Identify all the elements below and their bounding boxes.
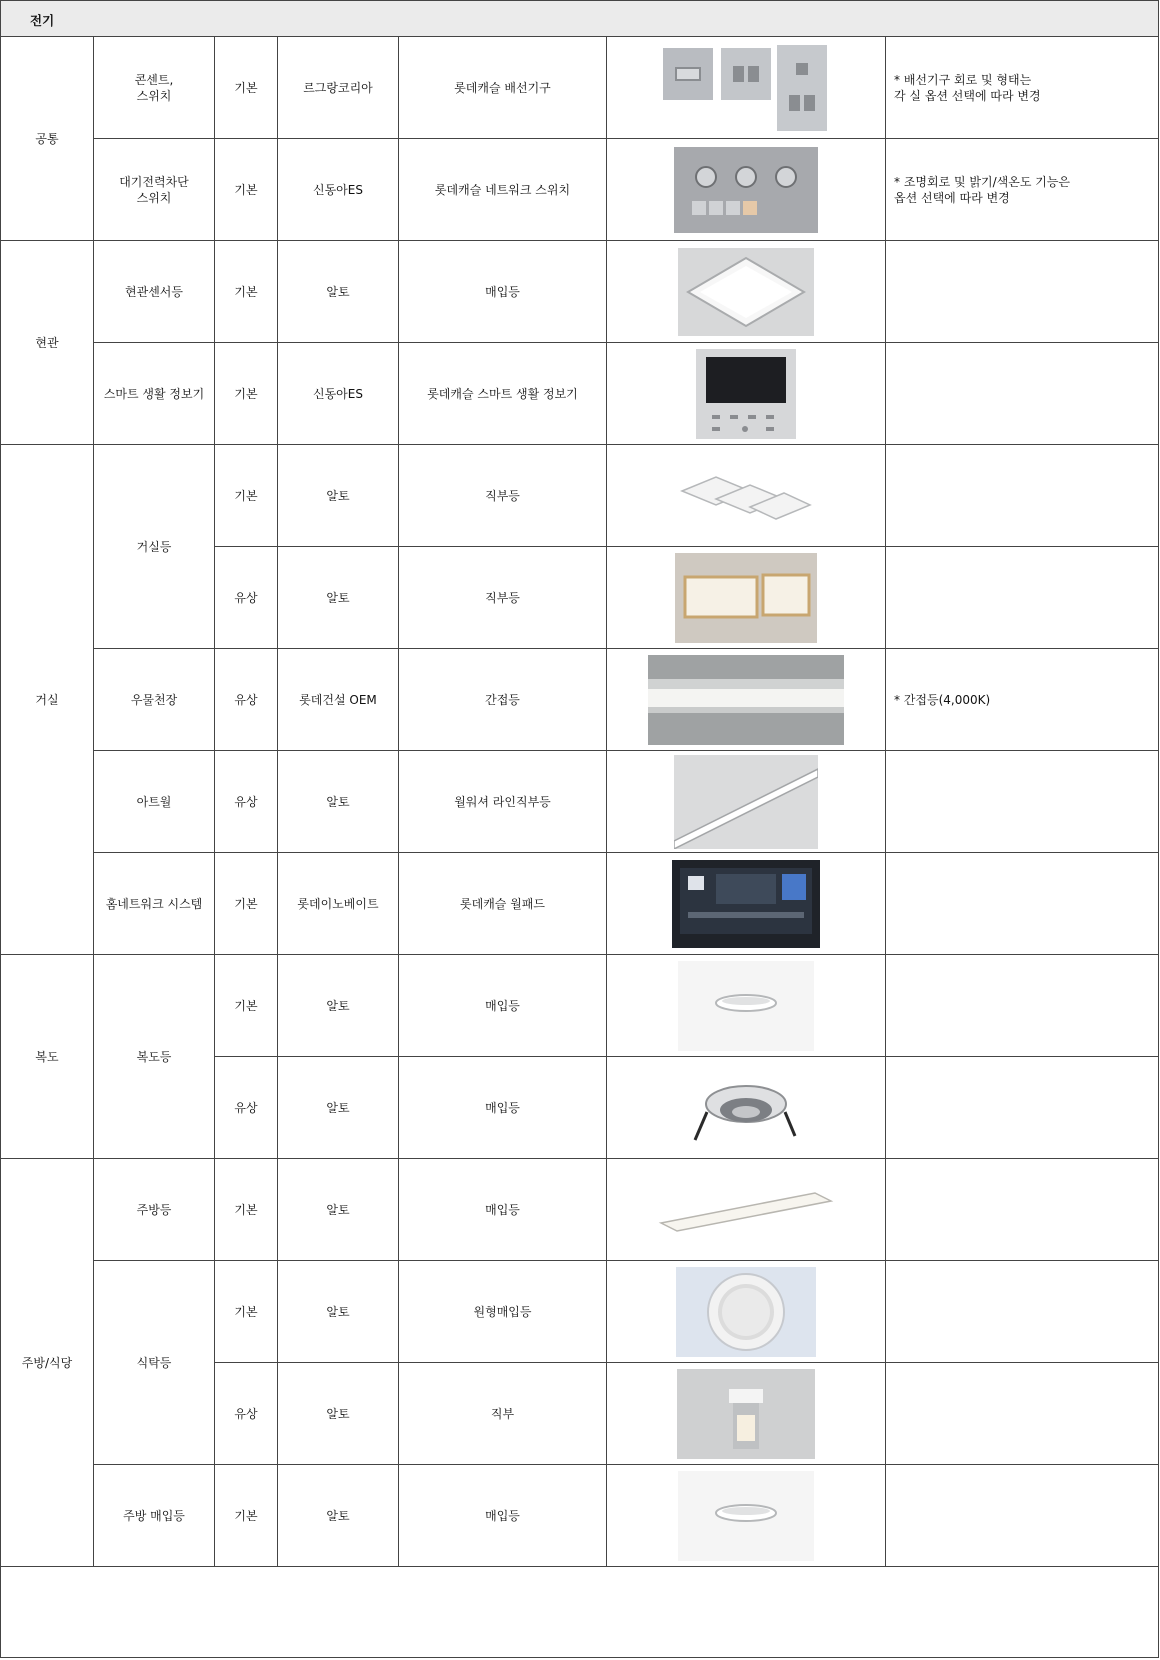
manufacturer-cell: 알토 [278,1363,399,1465]
note-cell [886,241,1158,343]
product-name-cell: 매입등 [399,955,607,1057]
note-cell [886,853,1158,955]
product-image-cell [607,1363,886,1465]
note-cell [886,1363,1158,1465]
spec-type-cell: 기본 [215,1465,278,1567]
manufacturer-cell: 알토 [278,547,399,649]
product-image-cell [607,547,886,649]
product-name-cell: 롯데캐슬 네트워크 스위치 [399,139,607,241]
manufacturer-cell: 롯데이노베이트 [278,853,399,955]
wall-switch-plates-icon [661,43,831,133]
item-name-cell: 주방등 [94,1159,215,1261]
product-name-cell: 매입등 [399,241,607,343]
item-name-cell: 주방 매입등 [94,1465,215,1567]
manufacturer-cell: 알토 [278,241,399,343]
product-name-cell: 직부 [399,1363,607,1465]
spec-type-cell: 유상 [215,547,278,649]
manufacturer-cell: 신동아ES [278,343,399,445]
item-name-cell: 콘센트, 스위치 [94,37,215,139]
spec-type-cell: 유상 [215,1057,278,1159]
note-cell [886,343,1158,445]
product-image-cell [607,343,886,445]
round-downlight-icon [678,961,814,1051]
round-downlight-icon [678,1471,814,1561]
product-image-cell [607,853,886,955]
manufacturer-cell: 알토 [278,1465,399,1567]
item-name-cell: 우물천장 [94,649,215,751]
product-name-cell: 매입등 [399,1159,607,1261]
manufacturer-cell: 롯데건설 OEM [278,649,399,751]
manufacturer-cell: 알토 [278,955,399,1057]
spec-type-cell: 기본 [215,37,278,139]
product-image-cell [607,241,886,343]
recessed-spotlight-icon [691,1062,801,1154]
product-image-cell [607,1057,886,1159]
manufacturer-cell: 알토 [278,1261,399,1363]
product-name-cell: 롯데캐슬 스마트 생활 정보기 [399,343,607,445]
network-switch-panel-icon [672,145,820,235]
product-name-cell: 직부등 [399,445,607,547]
product-name-cell: 원형매입등 [399,1261,607,1363]
wallpad-screen-icon [672,860,820,948]
product-name-cell: 롯데캐슬 배선기구 [399,37,607,139]
item-name-cell: 대기전력차단 스위치 [94,139,215,241]
spec-type-cell: 기본 [215,955,278,1057]
product-name-cell: 매입등 [399,1465,607,1567]
linear-panel-light-icon [657,1175,835,1245]
spec-type-cell: 기본 [215,853,278,955]
spec-type-cell: 기본 [215,139,278,241]
round-recessed-light-icon [676,1267,816,1357]
manufacturer-cell: 르그랑코리아 [278,37,399,139]
product-image-cell [607,37,886,139]
manufacturer-cell: 알토 [278,751,399,853]
note-cell [886,445,1158,547]
item-name-cell: 복도등 [94,955,215,1159]
note-cell [886,955,1158,1057]
product-name-cell: 간접등 [399,649,607,751]
item-name-cell: 현관센서등 [94,241,215,343]
section-title: 전기 [30,13,55,28]
smart-info-display-icon [696,349,796,439]
spec-type-cell: 유상 [215,1363,278,1465]
item-name-cell: 식탁등 [94,1261,215,1465]
product-image-cell [607,955,886,1057]
note-cell [886,751,1158,853]
item-name-cell: 아트월 [94,751,215,853]
triple-panel-light-icon [676,461,816,531]
product-image-cell [607,649,886,751]
note-cell: * 간접등(4,000K) [886,649,1158,751]
square-panel-light-icon [678,248,814,336]
note-cell [886,1261,1158,1363]
note-cell [886,1057,1158,1159]
product-image-cell [607,1465,886,1567]
product-image-cell [607,1159,886,1261]
spec-type-cell: 기본 [215,1261,278,1363]
note-cell [886,547,1158,649]
note-cell [886,1465,1158,1567]
spec-type-cell: 기본 [215,343,278,445]
manufacturer-cell: 알토 [278,1057,399,1159]
category-cell: 복도 [1,955,94,1159]
product-image-cell [607,751,886,853]
category-cell: 주방/식당 [1,1159,94,1567]
surface-spot-light-icon [677,1369,815,1459]
spec-type-cell: 유상 [215,649,278,751]
item-name-cell: 거실등 [94,445,215,649]
product-name-cell: 롯데캐슬 월패드 [399,853,607,955]
item-name-cell: 홈네트워크 시스템 [94,853,215,955]
category-cell: 거실 [1,445,94,955]
note-cell [886,1159,1158,1261]
category-cell: 현관 [1,241,94,445]
product-name-cell: 직부등 [399,547,607,649]
product-image-cell [607,1261,886,1363]
product-name-cell: 매입등 [399,1057,607,1159]
spec-type-cell: 기본 [215,241,278,343]
manufacturer-cell: 신동아ES [278,139,399,241]
product-image-cell [607,139,886,241]
note-cell: * 배선기구 회로 및 형태는 각 실 옵션 선택에 따라 변경 [886,37,1158,139]
product-image-cell [607,445,886,547]
item-name-cell: 스마트 생활 정보기 [94,343,215,445]
product-name-cell: 월워셔 라인직부등 [399,751,607,853]
manufacturer-cell: 알토 [278,1159,399,1261]
spec-type-cell: 기본 [215,1159,278,1261]
manufacturer-cell: 알토 [278,445,399,547]
indirect-light-bar-icon [648,655,844,745]
section-header [1,1,1158,37]
category-cell: 공통 [1,37,94,241]
spec-type-cell: 기본 [215,445,278,547]
wallwasher-line-light-icon [674,755,818,849]
spec-type-cell: 유상 [215,751,278,853]
double-panel-light-icon [675,553,817,643]
note-cell: * 조명회로 및 밝기/색온도 기능은 옵션 선택에 따라 변경 [886,139,1158,241]
